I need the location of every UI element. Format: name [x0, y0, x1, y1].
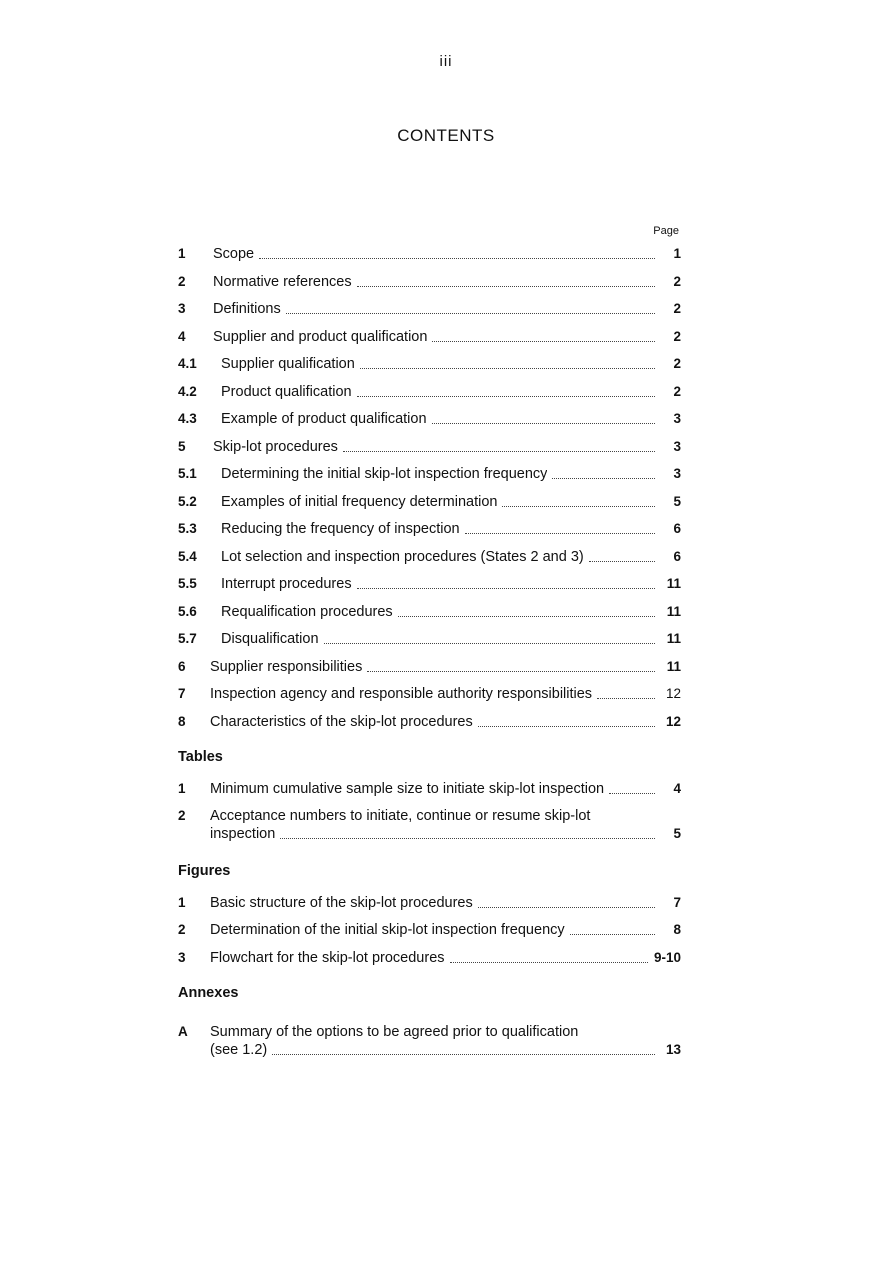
entry-page: 5 — [673, 493, 681, 509]
toc-entry-8[interactable] — [178, 708, 684, 736]
dot-leader — [286, 302, 655, 317]
entry-page: 11 — [666, 576, 681, 591]
entry-title-line-2: inspection — [210, 825, 276, 842]
entry-page: 2 — [673, 301, 681, 316]
entry-page: 3 — [673, 411, 681, 426]
entry-title: Determination of the initial skip-lot inspection frequency — [210, 922, 565, 938]
entry-page: 11 — [666, 603, 681, 619]
entry-title-block — [210, 807, 661, 843]
toc-entry-2[interactable] — [178, 268, 684, 296]
dot-leader — [609, 782, 655, 797]
dot-leader — [502, 494, 655, 509]
dot-leader — [570, 923, 655, 938]
entry-page: 13 — [665, 1042, 681, 1057]
entry-page: 4 — [673, 781, 681, 796]
dot-leader — [478, 895, 655, 910]
entry-page: 11 — [666, 658, 681, 674]
table-entry-2[interactable] — [178, 803, 684, 849]
page-column-header: Page — [653, 225, 679, 237]
entry-title: Scope — [213, 246, 255, 262]
dot-leader — [450, 950, 648, 965]
toc-entry-6[interactable] — [178, 653, 684, 681]
entry-number: 2 — [178, 922, 186, 937]
dot-leader — [465, 522, 655, 537]
entry-title-line-1: Summary of the options to be agreed prior to qualification — [210, 1024, 579, 1040]
entry-title-block — [210, 1023, 661, 1059]
dot-leader — [357, 274, 655, 289]
entry-number: 4.3 — [178, 411, 197, 426]
dot-leader — [432, 329, 655, 344]
dot-leader — [398, 604, 655, 619]
entry-title: Supplier and product qualification — [213, 328, 428, 345]
toc-entry-5-7[interactable] — [178, 625, 684, 653]
dot-leader — [343, 439, 655, 454]
dot-leader — [367, 659, 655, 674]
dot-leader — [360, 357, 655, 372]
entry-title: Characteristics of the skip-lot procedures — [210, 713, 473, 730]
entry-title: Supplier qualification — [221, 356, 355, 372]
dot-leader — [589, 549, 655, 564]
entry-title: Definitions — [213, 301, 281, 317]
toc-entry-1[interactable] — [178, 240, 684, 268]
entry-page: 1 — [673, 246, 681, 261]
entry-page: 11 — [666, 631, 681, 646]
dot-leader — [357, 577, 655, 592]
spacer — [178, 1011, 684, 1019]
entry-number: 8 — [178, 713, 186, 729]
dot-leader — [324, 632, 655, 647]
toc-entry-4-2[interactable] — [178, 378, 684, 406]
dot-leader — [432, 412, 655, 427]
entry-title-line-2: (see 1.2) — [210, 1042, 268, 1058]
entry-page: 2 — [673, 356, 681, 371]
entry-page: 2 — [673, 383, 681, 399]
toc-entry-5-5[interactable] — [178, 570, 684, 598]
entry-number: A — [178, 1024, 188, 1039]
entry-page: 7 — [673, 894, 681, 910]
page-number: iii — [439, 53, 453, 70]
entry-page: 2 — [673, 328, 681, 344]
entry-title: Lot selection and inspection procedures (States 2 and 3) — [221, 548, 584, 565]
toc-entry-5-1[interactable] — [178, 460, 684, 488]
table-of-contents — [178, 222, 684, 1065]
entry-title: Product qualification — [221, 383, 352, 400]
entry-page: 5 — [673, 825, 681, 841]
entry-number: 7 — [178, 686, 186, 701]
entry-number: 5.1 — [178, 466, 197, 481]
entry-number: 5.2 — [178, 493, 197, 509]
entry-page: 12 — [665, 686, 681, 701]
figure-entry-3[interactable] — [178, 944, 684, 972]
entry-number: 6 — [178, 658, 186, 674]
entry-page: 3 — [673, 438, 681, 454]
entry-number: 4.2 — [178, 383, 197, 399]
entry-number: 5.3 — [178, 521, 197, 536]
toc-entry-3[interactable] — [178, 295, 684, 323]
toc-entry-4[interactable] — [178, 323, 684, 351]
toc-entry-4-1[interactable] — [178, 350, 684, 378]
dot-leader — [597, 687, 655, 702]
entry-page: 2 — [673, 273, 681, 289]
entry-title-line-2-row — [210, 1041, 661, 1059]
entry-title: Supplier responsibilities — [210, 658, 363, 675]
entry-title: Flowchart for the skip-lot procedures — [210, 949, 445, 966]
dot-leader — [552, 467, 655, 482]
table-entry-1[interactable] — [178, 775, 684, 803]
entry-number: 1 — [178, 781, 186, 796]
entry-title: Disqualification — [221, 631, 319, 647]
entry-number: 3 — [178, 301, 186, 316]
annex-entry-a[interactable] — [178, 1019, 684, 1065]
entry-number: 2 — [178, 273, 186, 289]
entry-number: 5.7 — [178, 631, 197, 646]
entry-title: Example of product qualification — [221, 411, 427, 427]
entry-title: Requalification procedures — [221, 603, 393, 620]
annexes-heading: Annexes — [178, 985, 239, 1001]
dot-leader — [280, 826, 655, 841]
toc-entry-4-3[interactable] — [178, 405, 684, 433]
dot-leader — [478, 714, 655, 729]
entry-title: Examples of initial frequency determination — [221, 493, 498, 510]
figure-entry-1[interactable] — [178, 889, 684, 917]
dot-leader — [259, 247, 655, 262]
toc-entry-5-6[interactable] — [178, 598, 684, 626]
entry-title: Interrupt procedures — [221, 576, 352, 592]
dot-leader — [272, 1043, 655, 1058]
entry-page: 12 — [665, 713, 681, 729]
toc-entry-5-2[interactable] — [178, 488, 684, 516]
entry-page: 6 — [673, 521, 681, 536]
toc-entry-5[interactable] — [178, 433, 684, 461]
entry-title: Reducing the frequency of inspection — [221, 521, 460, 537]
entry-title: Determining the initial skip-lot inspection frequency — [221, 466, 548, 482]
entry-title: Normative references — [213, 273, 352, 290]
entry-title: Minimum cumulative sample size to initiate skip-lot inspection — [210, 781, 605, 797]
entry-page: 6 — [673, 548, 681, 564]
entry-page: 8 — [673, 922, 681, 937]
tables-heading: Tables — [178, 749, 223, 765]
figures-heading: Figures — [178, 862, 231, 879]
entry-number: 3 — [178, 949, 186, 965]
entry-number: 2 — [178, 807, 186, 823]
entry-page: 9-10 — [653, 949, 681, 965]
entry-title: Basic structure of the skip-lot procedures — [210, 894, 473, 911]
entry-title: Inspection agency and responsible authority responsibilities — [210, 686, 593, 702]
toc-entry-5-4[interactable] — [178, 543, 684, 571]
entry-number: 5.4 — [178, 548, 197, 564]
entry-number: 5.6 — [178, 603, 197, 619]
entry-number: 1 — [178, 246, 186, 261]
toc-entry-7[interactable] — [178, 680, 684, 708]
dot-leader — [357, 384, 655, 399]
entry-number: 5.5 — [178, 576, 197, 591]
entry-number: 5 — [178, 438, 186, 454]
page-title: CONTENTS — [397, 126, 495, 145]
entry-page: 3 — [673, 466, 681, 481]
entry-number: 4 — [178, 328, 186, 344]
entry-number: 4.1 — [178, 356, 197, 371]
entry-number: 1 — [178, 894, 186, 910]
entry-title-line-2-row — [210, 825, 661, 843]
entry-title-line-1: Acceptance numbers to initiate, continue or resume skip-lot — [210, 807, 591, 824]
entry-title: Skip-lot procedures — [213, 438, 338, 455]
figure-entry-2[interactable] — [178, 916, 684, 944]
toc-entry-5-3[interactable] — [178, 515, 684, 543]
